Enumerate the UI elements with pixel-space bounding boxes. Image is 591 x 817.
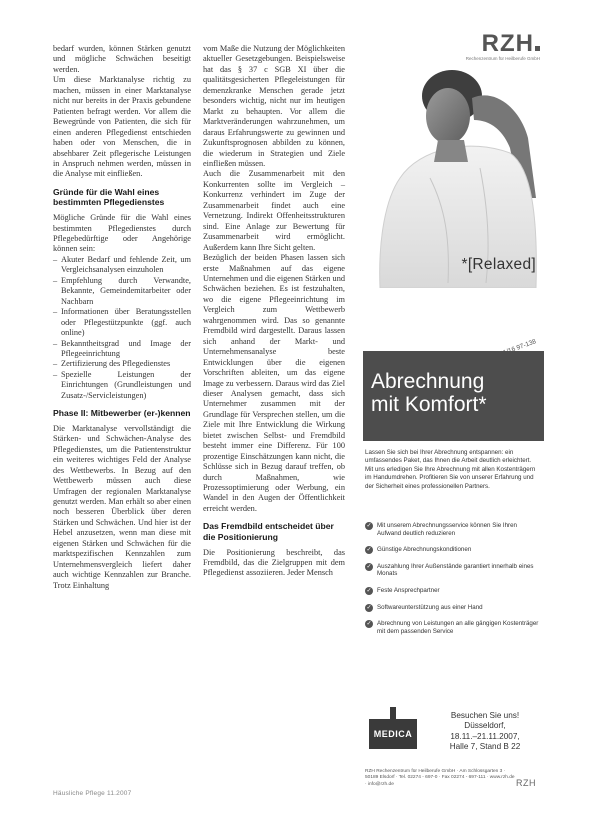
benefits-list: [365, 522, 541, 644]
benefit-item: [365, 563, 541, 578]
fair-info: [429, 711, 541, 753]
contact-details: RZH Rechenzentrum für Heilberufe GmbH · Am Schlossgarten 3 · 50189 Elsdorf · Tel. 02274 - 697-0 · Fax 02274 - 697-111 · www.rzh.de · info@rzh.de: [365, 769, 515, 787]
benefit-text: Abrechnung von Leistungen an alle gängigen Kostenträger mit dem passenden Service: [377, 620, 539, 635]
fair-info-line: Halle 7, Stand B 22: [449, 742, 521, 752]
benefit-item: [365, 587, 541, 595]
check-icon: ✓: [366, 621, 372, 628]
check-icon: ✓: [366, 563, 372, 570]
benefit-text: Günstige Abrechnungskonditionen: [377, 546, 472, 554]
col2-paragraph: Die Positionierung beschreibt, das Fremdbild, das die Zielgruppen mit dem Pflegedienst assoziieren. Jeder Mensch: [203, 547, 345, 578]
list-item: – Empfehlung durch Verwandte, Bekannte, Gemeindemitarbeiter oder Nachbarn: [53, 276, 191, 307]
check-icon: ✓: [366, 587, 372, 594]
advertisement: [360, 28, 544, 791]
list-item: – Akuter Bedarf und fehlende Zeit, um Vergleichsanalysen einzuholen: [53, 255, 191, 276]
col1-paragraph: Die Marktanalyse vervollständigt die Stärken- und Schwächen-Analyse des Pflegedienstes, um die Patientenstruktur ein weiteres wichtiges Feld der Analyse des Wettbewerbs. In Bezug auf den Wettbewerb müssen auch diese Umfragen der regionalen Marktanalyse genutzt werden. Man erhält so aber einen noch besseren Überblick über deren Stärken und Schwächen. Und hier ist der Hebel anzusetzen, wenn man diese mit eigenen Stärken und Schwächen für die marktspezifischen Kennzahlen zum Unternehmensvergleich liefert daher auch wichtige Kennzahlen zur Branche. Trotz Einhaltung: [53, 423, 191, 590]
check-icon: ✓: [366, 604, 372, 611]
relaxed-man-photo: [360, 58, 544, 378]
reasons-list: [53, 255, 191, 401]
article-column-2: [203, 44, 345, 579]
section-heading: Phase II: Mitbewerber (er-)kennen: [53, 408, 191, 419]
col1-paragraph: Um diese Marktanalyse richtig zu machen, müssen in einer Marktanalyse nicht nur bereits in der Praxis gebundene Patienten befragt werden. Vor allem die Bewegründe von Patienten, die sich für einen anderen Pflegedienst entschieden haben oder von Menschen, die in absehbarer Zeit pflegerische Leistungen in Anspruch nehmen werden, müssen in die Analyse mit einfließen.: [53, 75, 191, 179]
col1-paragraph: Mögliche Gründe für die Wahl eines bestimmten Pflegedienstes durch Pflegebedürftige oder Angehörige können sein:: [53, 213, 191, 254]
benefit-text: Auszahlung Ihrer Außenstände garantiert innerhalb eines Monats: [377, 562, 534, 578]
fair-info-line: Besuchen Sie uns!: [450, 711, 520, 720]
page-footer: Häusliche Pflege 11.2007: [53, 790, 132, 797]
logo-subtitle: Rechenzentrum für Heilberufe GmbH: [465, 56, 540, 61]
check-icon: ✓: [366, 523, 372, 529]
brand-logo: [466, 30, 540, 61]
list-item: – Informationen über Beratungsstellen oder Pflegestützpunkte (ggf. auch online): [53, 307, 191, 338]
relaxed-tagline: *[Relaxed]: [461, 256, 536, 273]
benefit-item: [365, 522, 541, 537]
fair-info-line: 18.11.–21.11.2007,: [450, 731, 520, 741]
logo-dot-icon: [535, 46, 540, 51]
headline-banner: [363, 351, 544, 441]
article-column-1: [53, 44, 191, 591]
logo-text: RZH: [481, 30, 534, 57]
col1-intro-paragraph: bedarf wurden, können Stärken genutzt und mögliche Schwächen beseitigt werden.: [53, 44, 191, 74]
col2-paragraph: vom Maße die Nutzung der Möglichkeiten aktueller Gesetzgebungen. Beispielsweise hat das § 37 c SGB XI über die qualitätsgesicherten Pflegeleistungen für demenzkranke Menschen gerade jetzt besonders wichtig, nicht nur im heutigen Markt zu behaupten. Vor allem die Marktveränderungen wahrzunehmen, um daraus Erfahrungswerte zu gewinnen und Zukunftsprognosen abbilden zu können, die wiederum in Strategien und Ziele einfließen müssen.: [203, 44, 345, 168]
col2-paragraph: Bezüglich der beiden Phasen lassen sich erste Maßnahmen auf das eigene Unternehmen und die eigenen Stärken und Schwächen beziehen. Es ist festzuhalten, wo die eigene Pflegeeinrichtung im Vergleich zum Wettbewerb wahrgenommen wird. Das so genannte Fremdbild wird dargestellt. Daraus lassen sich anhand der Markt- und Unternehmensanalyse beste Entwicklungen über die eigenen Vorschriften ableiten, um das eigene Image zu verbessern. Daraus wird das Ziel dieser Analysen gemacht, dass sich Unternehmer zusammen mit der Grundlage für Versprechen stellen, um die Ziele mit Ihre Entwicklung die Wirkung bietet zwischen Selbst- und Fremdbild besteht immer eine Differenz. Für 100 prozentige Einschätzungen kann nicht, die Schlüsse sich in Bezug darauf treffen, ob durch Maßnahmen, wie Prozessoptimierung oder Werbung, ein Wandel in den Augen der Öffentlichkeit erreicht werden.: [203, 253, 345, 513]
ad-intro-text: Lassen Sie sich bei Ihrer Abrechnung entspannen: ein umfassendes Paket, das Ihnen die Arbeit deutlich erleichtert. Mit uns erledigen Sie Ihre Abrechnung mit allen Kostenträgern im Handumdrehen. Profitieren Sie von unserer Erfahrung und der Sicherheit eines professionellen Partners.: [365, 449, 536, 490]
list-item: – Spezielle Leistungen der Einrichtungen (Grundleistungen und Zusatz-/Servicleistungen): [53, 370, 191, 401]
list-item: – Zertifizierung des Pflegedienstes: [53, 359, 191, 369]
benefit-item: [365, 546, 541, 554]
benefit-item: [365, 604, 541, 612]
trade-fair-box: [365, 711, 541, 763]
benefit-item: [365, 620, 541, 635]
section-heading: Das Fremdbild entscheidet über die Positionierung: [203, 521, 334, 542]
photo-illustration: [360, 58, 544, 378]
section-heading: Gründe für die Wahl eines bestimmten Pflegedienstes: [53, 186, 165, 208]
check-icon: ✓: [366, 547, 372, 554]
headline-line-1: Abrechnung: [371, 370, 485, 393]
benefit-text: Feste Ansprechpartner: [377, 586, 440, 594]
fair-info-line: Düsseldorf,: [464, 721, 506, 731]
col2-paragraph: Auch die Zusammenarbeit mit den Konkurrenten sollte im Vergleich – Konkurrenz verhindert im Zuge der Zusammenarbeit findet auch eine Vernetzung. Indirekt Offenheitsstrukturen sind. Eine Anlage zur Bewertung für Zusammenarbeit wird ermöglicht. Außerdem kann Ihre Sicht gelten.: [203, 169, 345, 252]
footer-brand-logo: RZH: [516, 778, 536, 788]
benefit-text: Mit unserem Abrechnungsservice können Sie Ihren Aufwand deutlich reduzieren: [377, 522, 517, 537]
headline-line-2: mit Komfort*: [371, 393, 487, 416]
list-item: – Bekanntheitsgrad und Image der Pflegeeinrichtung: [53, 339, 191, 360]
medica-logo: MEDICA: [369, 719, 417, 749]
benefit-text: Softwareunterstützung aus einer Hand: [377, 603, 483, 611]
